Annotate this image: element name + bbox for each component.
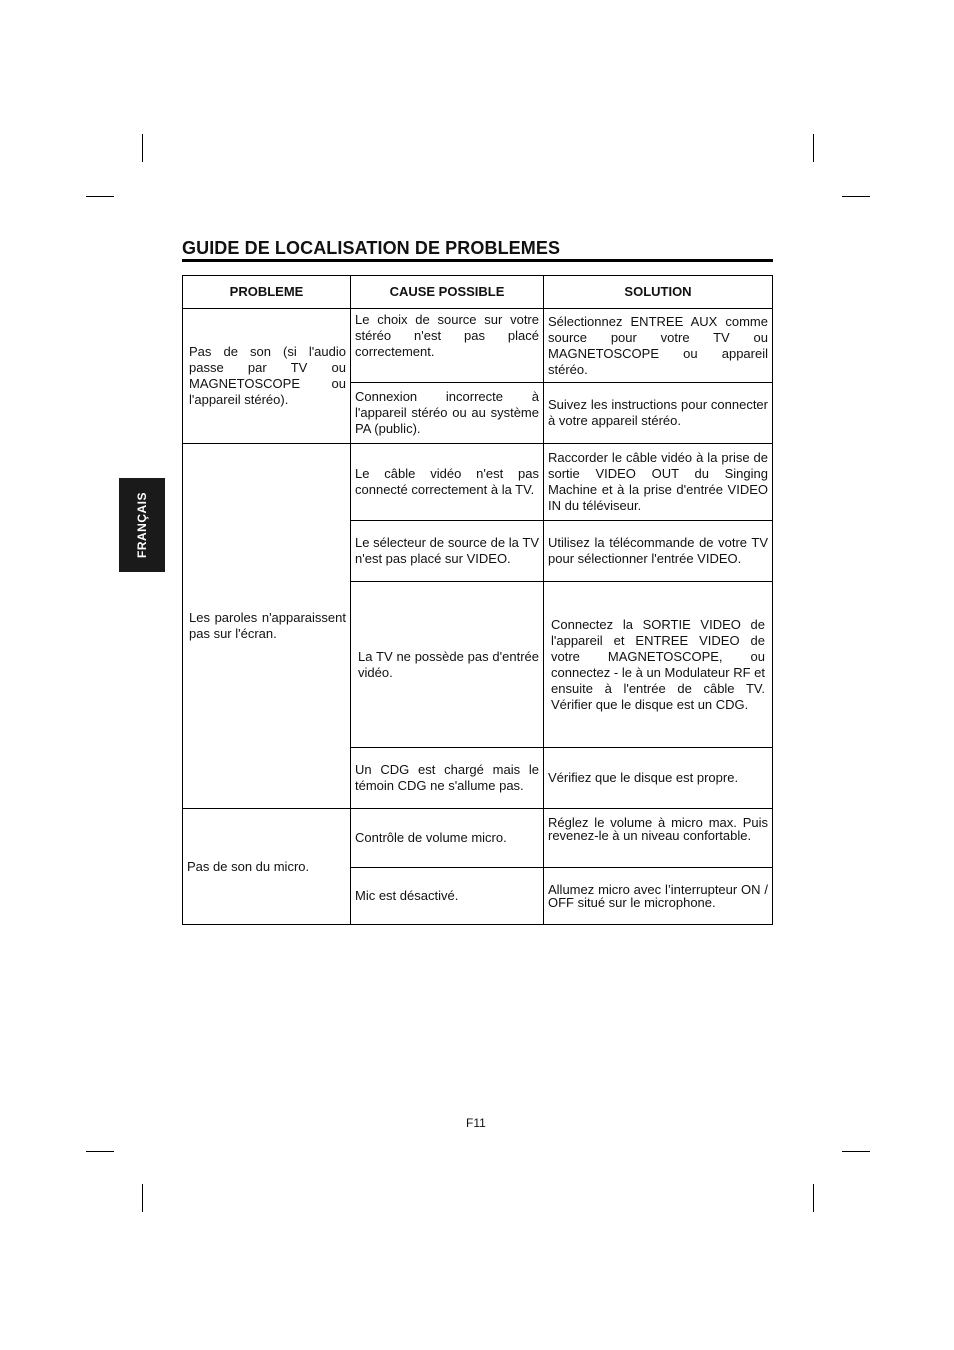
crop-mark	[142, 134, 143, 162]
solution-text: Allumez micro avec l’interrupteur ON / OFF situé sur le microphone.	[548, 882, 768, 910]
solution-cell	[543, 308, 773, 383]
solution-cell	[543, 443, 773, 521]
cause-cell	[350, 382, 544, 444]
crop-mark	[142, 1184, 143, 1212]
solution-cell	[543, 867, 773, 925]
solution-text: Sélectionnez ENTREE AUX comme source pour votre TV ou MAGNETOSCOPE ou appareil stéréo.	[548, 313, 768, 377]
solution-text: Suivez les instructions pour connecter à votre appareil stéréo.	[548, 397, 768, 428]
problem-text: Pas de son (si l'audio passe par TV ou MAGNETOSCOPE ou l'appareil stéréo).	[189, 344, 346, 407]
crop-mark	[86, 196, 114, 197]
header-problem	[182, 275, 351, 309]
header-solution-label: SOLUTION	[624, 284, 692, 299]
problem-text: Pas de son du micro.	[187, 858, 310, 874]
language-tab	[119, 478, 165, 572]
page-number: F11	[466, 1116, 486, 1130]
cause-cell	[350, 747, 544, 809]
header-cause	[350, 275, 544, 309]
solution-text: Réglez le volume à micro max. Puis revenez-le à un niveau confortable.	[548, 815, 768, 843]
solution-cell	[543, 382, 773, 444]
problem-text: Les paroles n'apparaissent pas sur l'écran.	[189, 610, 346, 641]
cause-cell	[350, 520, 544, 582]
crop-mark	[842, 196, 870, 197]
solution-cell	[543, 747, 773, 809]
solution-cell	[543, 581, 773, 748]
solution-text: Connectez la SORTIE VIDEO de l'appareil et ENTREE VIDEO de votre MAGNETOSCOPE, ou connectez - le à un Modulateur RF et ensuite à l'entrée de câble TV. Vérifier que le disque est un CDG.	[551, 616, 765, 712]
cause-cell	[350, 581, 544, 748]
cause-text: Le choix de source sur votre stéréo n'est pas placé correctement.	[355, 312, 539, 359]
solution-text: Utilisez la télécommande de votre TV pour sélectionner l'entrée VIDEO.	[548, 535, 768, 566]
crop-mark	[86, 1151, 114, 1152]
solution-text: Raccorder le câble vidéo à la prise de sortie VIDEO OUT du Singing Machine et à la prise d'entrée VIDEO IN du téléviseur.	[548, 450, 768, 513]
header-problem-label: PROBLEME	[229, 284, 304, 299]
solution-cell	[543, 520, 773, 582]
cause-text: Mic est désactivé.	[355, 888, 459, 903]
cause-text: Contrôle de volume micro.	[355, 830, 507, 845]
cause-cell	[350, 867, 544, 925]
cause-text: La TV ne possède pas d'entrée vidéo.	[358, 648, 539, 680]
header-solution	[543, 275, 773, 309]
problem-cell	[182, 443, 351, 809]
cause-text: Connexion incorrecte à l'appareil stéréo ou au système PA (public).	[355, 389, 539, 436]
cause-cell	[350, 308, 544, 383]
crop-mark	[813, 1184, 814, 1212]
crop-mark	[842, 1151, 870, 1152]
cause-cell	[350, 443, 544, 521]
problem-cell	[182, 308, 351, 444]
solution-text: Vérifiez que le disque est propre.	[548, 770, 739, 785]
page-title: GUIDE DE LOCALISATION DE PROBLEMES	[182, 238, 561, 258]
solution-cell	[543, 808, 773, 868]
troubleshooting-table	[182, 275, 773, 925]
cause-text: Le câble vidéo n'est pas connecté correctement à la TV.	[355, 466, 539, 497]
cause-text: Un CDG est chargé mais le témoin CDG ne s'allume pas.	[355, 762, 539, 793]
cause-text: Le sélecteur de source de la TV n'est pas placé sur VIDEO.	[355, 535, 539, 566]
crop-mark	[813, 134, 814, 162]
title-underline	[182, 259, 773, 262]
cause-cell	[350, 808, 544, 868]
language-tab-label: FRANÇAIS	[135, 492, 149, 558]
header-cause-label: CAUSE POSSIBLE	[389, 284, 505, 299]
problem-cell	[182, 808, 351, 925]
